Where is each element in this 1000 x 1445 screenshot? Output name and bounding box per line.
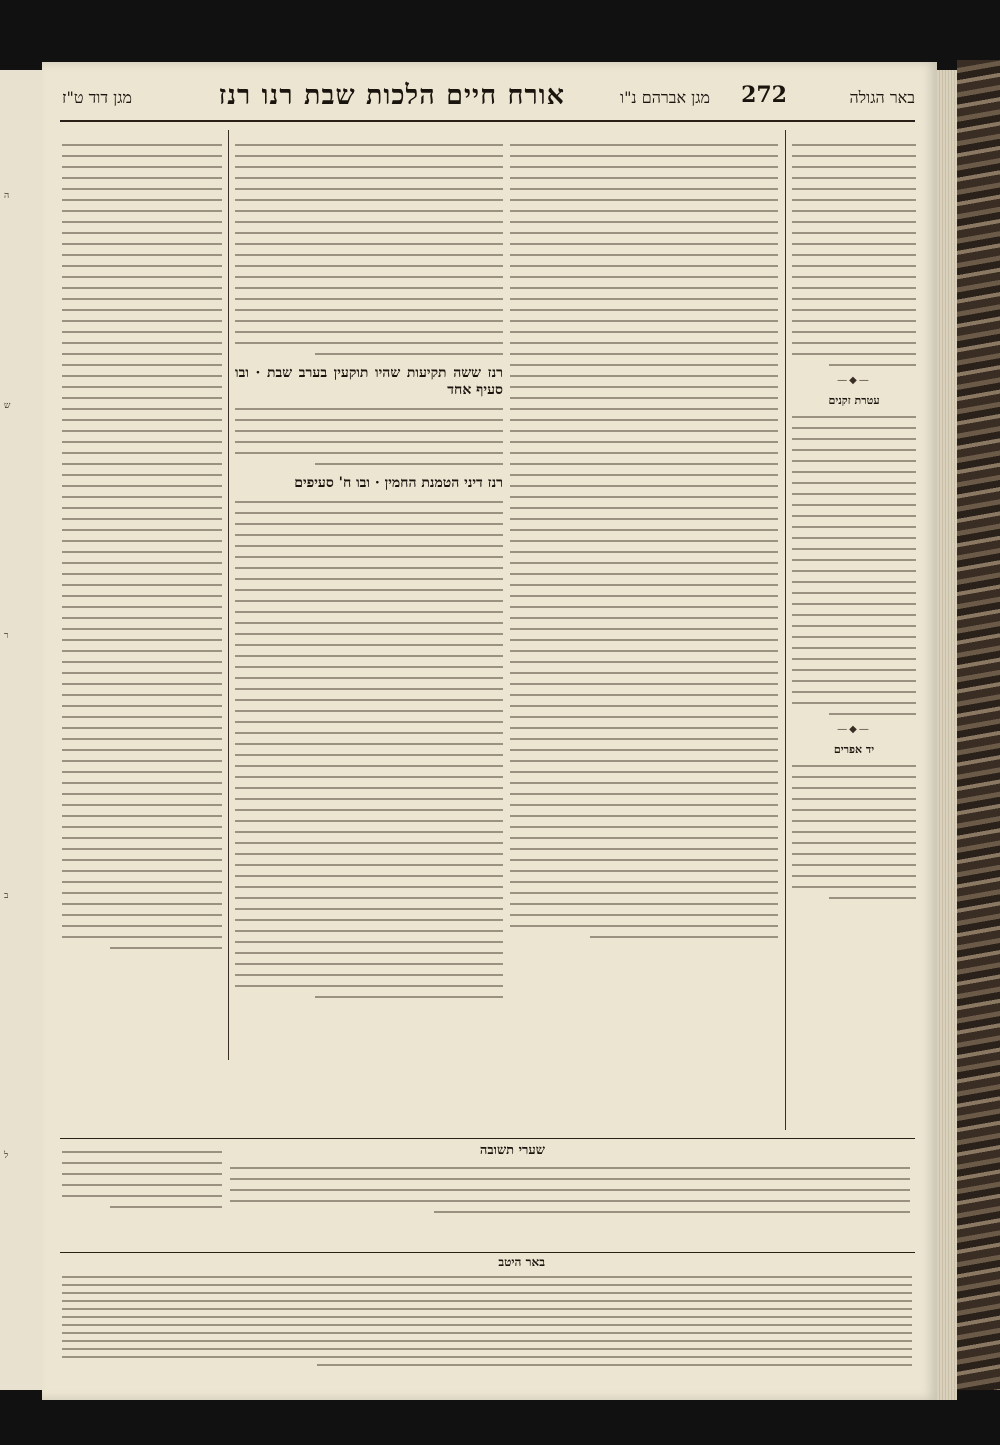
ornament-divider: —◆— (837, 375, 871, 386)
main-text-siman-257 (235, 408, 503, 465)
main-text-opening (235, 144, 503, 355)
magen-avraham-text (510, 144, 778, 938)
left-commentary-title: מגן דוד ט"ז (62, 88, 132, 107)
left-page-edge (0, 70, 43, 1390)
column-divider (228, 130, 229, 1060)
shaarei-teshuvah-text (230, 1158, 910, 1240)
left-edge-fragment: ש (4, 401, 11, 411)
page-number: 272 (741, 82, 787, 108)
main-text-column (235, 135, 503, 1115)
left-edge-fragment: ל (4, 1151, 9, 1161)
right-commentary-title: באר הגולה (849, 88, 915, 107)
left-edge-fragment: ר (4, 631, 9, 641)
baer-heitev-heading: באר היטב (498, 1255, 545, 1269)
header-rule (60, 120, 915, 122)
shaarei-teshuvah-heading: שערי תשובה (479, 1143, 545, 1158)
atzeres-zkenim-text (792, 416, 916, 715)
left-edge-fragment: ה (4, 191, 10, 201)
center-commentary-title: מגן אברהם נ"ו (619, 88, 710, 107)
yad-efrayim-text (792, 765, 916, 899)
column-divider (785, 130, 786, 1130)
page-title: אורח חיים הלכות שבת רנו רנז (218, 80, 565, 111)
book-cover (957, 60, 1000, 1390)
magen-david-text (62, 144, 222, 949)
left-edge-fragment: ב (4, 891, 9, 901)
lower-left-commentary (62, 1142, 222, 1242)
page-edges (937, 70, 957, 1400)
magen-avraham-column (510, 135, 778, 1135)
atzeres-zkenim-heading: עטרת זקנים (828, 394, 880, 407)
magen-david-column (62, 135, 222, 1115)
ornament-divider: —◆— (837, 724, 871, 735)
main-text-siman-258 (235, 501, 503, 998)
siman-heading: רנז דיני הטמנת החמין · ובו ח' סעיפים (294, 475, 503, 491)
right-margin-column (792, 135, 916, 1125)
baer-heitev-text (62, 1270, 912, 1385)
yad-efrayim-heading: יד אפרים (833, 743, 875, 756)
baer-hagolah-text (792, 144, 916, 366)
siman-heading: רנז ששה תקיעות שהיו תוקעין בערב שבת · ובו סעיף אחד (235, 365, 503, 398)
section-rule (60, 1252, 915, 1253)
page-header (60, 80, 915, 114)
section-rule (60, 1138, 915, 1139)
